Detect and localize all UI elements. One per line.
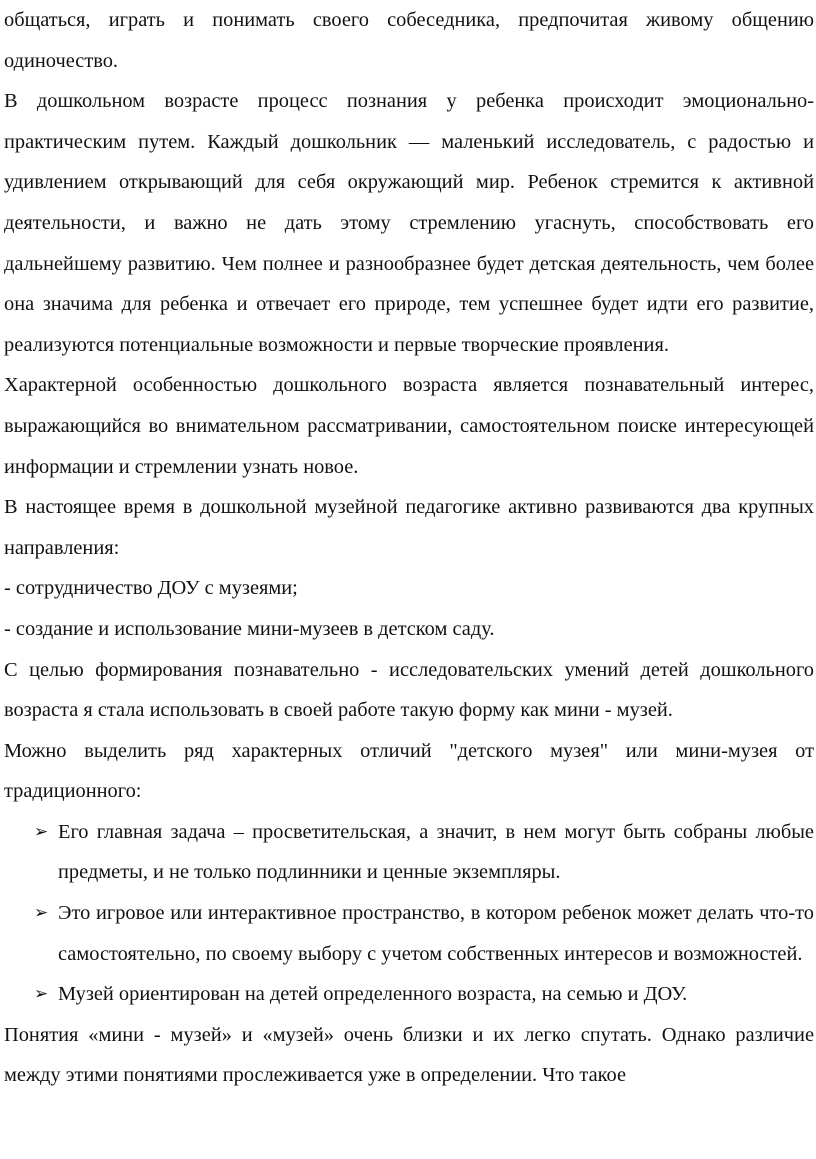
paragraph-goal: С целью формирования познавательно - исследовательских умений детей дошкольного возраста я стала использовать в своей работе такую форму как мини - музей.: [4, 658, 814, 722]
list-item: [4, 974, 814, 1015]
list-item-text: Его главная задача – просветительская, а значит, в нем могут быть собраны любые предметы, и не только подлинники и ценные экземпляры.: [58, 820, 814, 884]
list-item: [4, 893, 814, 974]
paragraph-direction-2: - создание и использование мини-музеев в детском саду.: [4, 617, 495, 640]
arrow-bullet-icon: ➢: [34, 903, 49, 924]
paragraph-differences: Можно выделить ряд характерных отличий "детского музея" или мини-музея от традиционного:: [4, 739, 814, 803]
list-item-text: Это игровое или интерактивное пространство, в котором ребенок может делать что-то самостоятельно, по своему выбору с учетом собственных интересов и возможностей.: [58, 902, 814, 965]
paragraph-interest: Характерной особенностью дошкольного возраста является познавательный интерес, выражающийся во внимательном рассматривании, самостоятельном поиске интересующей информации и стремлении узнать новое.: [4, 374, 814, 478]
list-item-text: Музей ориентирован на детей определенного возраста, на семью и ДОУ.: [58, 983, 688, 1006]
paragraph-directions: В настоящее время в дошкольной музейной педагогике активно развиваются два крупных направления:: [4, 496, 814, 559]
paragraph-concepts: Понятия «мини - музей» и «музей» очень близки и их легко спутать. Однако различие между этими понятиями прослеживается уже в определении. Что такое: [4, 1023, 814, 1087]
paragraph-cognition: В дошкольном возрасте процесс познания у ребенка происходит эмоционально-практическим путем. Каждый дошкольник — маленький исследователь, с радостью и удивлением открывающий для себя окружающий мир. Ребенок стремится к активной деятельности, и важно не дать этому стремлению угаснуть, способствовать его дальнейшему развитию. Чем полнее и разнообразнее будет детская деятельность, чем более она значима для ребенка и отвечает его природе, тем успешнее будет идти его развитие, реализуются потенциальные возможности и первые творческие проявления.: [4, 90, 814, 356]
arrow-bullet-icon: ➢: [34, 821, 49, 842]
paragraph-direction-1: - сотрудничество ДОУ с музеями;: [4, 577, 298, 600]
paragraph-continuation: общаться, играть и понимать своего собеседника, предпочитая живому общению одиночество.: [4, 9, 814, 72]
list-item: [4, 812, 814, 893]
bullet-list: [4, 812, 814, 1015]
arrow-bullet-icon: ➢: [34, 984, 49, 1005]
